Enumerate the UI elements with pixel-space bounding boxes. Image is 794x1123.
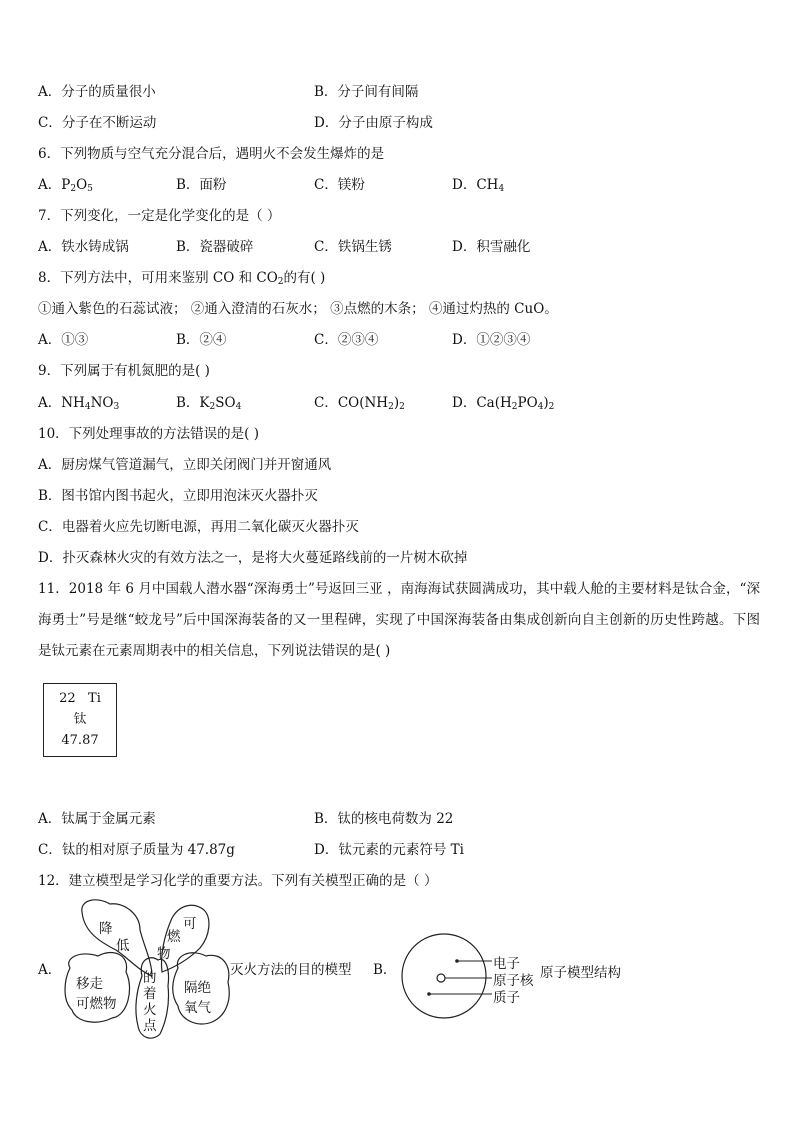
q7-stem: 7．下列变化，一定是化学变化的是（ ） [38,208,281,224]
q8-option-b: B．②④ [176,332,227,348]
diagram-a-center-1: 的 [143,970,157,986]
q7-option-b: B．瓷器破碎 [176,239,254,255]
q11-option-d: D．钛元素的元素符号 Ti [314,842,464,858]
q6-option-a: A．$P_2O_5$ [38,177,93,194]
q9-option-b: B．$K_2SO_4$ [176,395,242,412]
diagram-a-center-2: 着 [143,986,157,1002]
q7-option-a: A．铁水铸成锅 [38,239,129,255]
element-number: 22 [59,691,76,706]
atom-nucleus [437,974,445,982]
element-mass: 47.87 [61,733,99,748]
diagram-a-center-4: 点 [143,1018,157,1034]
diagram-a-mid-left-1: 降 [99,921,113,937]
q8-option-d: D．①②③④ [452,332,531,348]
q6-option-d: D．$CH_4$ [452,177,505,194]
q12-stem: 12．建立模型是学习化学的重要方法。下列有关模型正确的是（ ） [38,873,438,889]
q10-option-a: A．厨房煤气管道漏气，立即关闭阀门并开窗通风 [38,457,332,473]
q5-option-a: A．分子的质量很小 [38,84,156,100]
diagram-a-mid-right-1: 可 [183,916,197,932]
q12-option-a-caption: 灭火方法的目的模型 [230,962,352,978]
atom-label-proton: 质子 [493,990,520,1006]
q11-option-a: A．钛属于金属元素 [38,811,156,827]
q6-option-b: B．面粉 [176,177,227,193]
q10-stem: 10．下列处理事故的方法错误的是( ) [38,426,260,442]
q7-option-c: C．铁锅生锈 [314,239,392,255]
q7-option-d: D．积雪融化 [452,239,531,255]
q12-option-a-label: A． [38,962,62,978]
diagram-a-mid-left-2: 低 [116,938,130,954]
q11-option-b: B．钛的核电荷数为 22 [314,811,454,827]
atom-label-nucleus: 原子核 [493,973,534,989]
q8-stem: 8．下列方法中，可用来鉴别 CO 和 $CO_2$的有( ) [38,270,326,287]
diagram-a-mid-right-3: 物 [157,946,171,962]
q5-option-b: B．分子间有间隔 [314,84,419,100]
diagram-a-right-2: 氧气 [184,1000,211,1016]
q11-stem: 11．2018 年 6 月中国载人潜水器“深海勇士”号返回三亚 ，南海海试获圆满成功，其中载人舱的主要材料是钛合金，“深海勇士”号是继“蛟龙号”后中国深海装备的又一里程碑，实现了中国深海装备由集成创新向自主创新的历史性跨越。下图是钛元素在元素周期表中的相关信息，下列说法错误的是( ) [38,581,760,659]
q12-option-b-label: B． [373,962,397,978]
q9-option-a: A．$NH_4NO_3$ [38,395,120,412]
q5-option-c: C．分子在不断运动 [38,115,157,131]
q11-option-c: C．钛的相对原子质量为 47.87g [38,842,235,858]
atom-label-electron: 电子 [493,956,520,972]
element-name: 钛 [73,712,87,727]
q5-option-d: D．分子由原子构成 [314,115,433,131]
q10-option-d: D．扑灭森林火灾的有效方法之一，是将大火蔓延路线前的一片树木砍掉 [38,550,468,566]
q9-stem: 9．下列属于有机氮肥的是( ) [38,363,210,379]
q6-option-c: C．镁粉 [314,177,365,193]
q10-option-b: B．图书馆内图书起火，立即用泡沫灭火器扑灭 [38,488,318,504]
diagram-a-center-3: 火 [143,1002,157,1018]
q8-option-c: C．②③④ [314,332,379,348]
diagram-a-mid-right-2: 燃 [167,929,181,945]
q6-stem: 6．下列物质与空气充分混合后，遇明火不会发生爆炸的是 [38,146,385,162]
q9-option-c: C．$CO(NH_2)_2$ [314,395,405,412]
q12-option-b-caption: 原子模型结构 [540,965,621,981]
diagram-a-right-1: 隔绝 [184,980,211,996]
q10-option-c: C．电器着火应先切断电源，再用二氧化碳灭火器扑灭 [38,519,359,535]
q8-option-a: A．①③ [38,332,89,348]
q9-option-d: D．$Ca(H_2PO_4)_2$ [452,395,555,412]
diagram-a-left-1: 移走 [76,976,103,992]
element-symbol: Ti [88,691,101,706]
diagram-a-left-2: 可燃物 [76,996,117,1012]
q8-methods: ①通入紫色的石蕊试液； ②通入澄清的石灰水； ③点燃的木条； ④通过灼热的 CuO。 [38,301,558,317]
